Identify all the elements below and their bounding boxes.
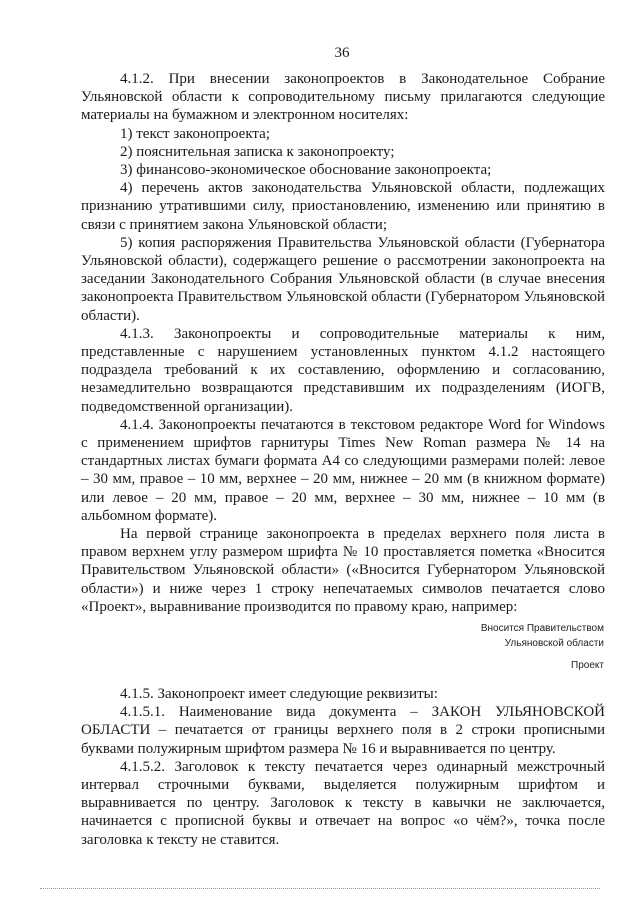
paragraph-4-1-5-1: 4.1.5.1. Наименование вида документа – ЗАКОН УЛЬЯНОВСКОЙ ОБЛАСТИ – печатается от границы верхнего поля в 2 строки прописными буквами полужирным шрифтом размера № 16 и выравнивается по центру.	[81, 704, 605, 757]
paragraph-4-1-3: 4.1.3. Законопроекты и сопроводительные материалы к ним, представленные с нарушением установленных пунктом 4.1.2 настоящего подраздела требований к их составлению, оформлению и согласованию, незамедлительно возвращаются представившим их подразделениям (ИОГВ, подведомственной организации).	[81, 325, 605, 415]
document-body-section-4-1-2	[81, 70, 605, 616]
paragraph-4-1-5-2: 4.1.5.2. Заголовок к тексту печатается через одинарный межстрочный интервал строчными буквами, выделяется полужирным шрифтом и выравнивается по центру. Заголовок к тексту в кавычки не заключается, начинается с прописной буквы и отвечает на вопрос «о чём?», точка после заголовка к тексту не ставится.	[81, 758, 605, 848]
paragraph-4-1-5: 4.1.5. Законопроект имеет следующие реквизиты:	[120, 686, 438, 702]
paragraph-4-1-4: 4.1.4. Законопроекты печатаются в текстовом редакторе Word for Windows с применением шрифтов гарнитуры Times New Roman размера № 14 на стандартных листах бумаги формата А4 со следующими размерами полей: левое – 30 мм, правое – 10 мм, верхнее – 20 мм, нижнее – 20 мм (в книжном формате) или левое – 20 мм, правое – 20 мм, верхнее – 30 мм, нижнее – 10 мм (в альбомном формате).	[81, 416, 605, 524]
list-item-4: 4) перечень актов законодательства Ульяновской области, подлежащих признанию утратившими силу, приостановлению, изменению или принятию в связи с принятием закона Ульяновской области;	[81, 180, 605, 233]
document-body-section-4-1-5	[81, 685, 605, 849]
example-marking-line-2: Ульяновской области	[504, 638, 604, 649]
list-item-1: 1) текст законопроекта;	[120, 125, 270, 142]
example-project-label: Проект	[571, 660, 604, 671]
list-item-2: 2) пояснительная записка к законопроекту;	[120, 143, 395, 160]
paragraph-4-1-2: 4.1.2. При внесении законопроектов в Законодательное Собрание Ульяновской области к сопроводительному письму прилагаются следующие материалы на бумажном и электронном носителях:	[81, 71, 605, 124]
list-item-3: 3) финансово-экономическое обоснование законопроекта;	[120, 162, 492, 179]
scan-edge-artifact	[40, 888, 600, 891]
page-number: 36	[334, 45, 350, 61]
list-item-5: 5) копия распоряжения Правительства Ульяновской области (Губернатора Ульяновской области), содержащего решение о рассмотрении законопроекта на заседании Законодательного Собрания Ульяновской области (в случае внесения законопроекта Правительством Ульяновской области (Губернатором Ульяновской области).	[81, 234, 605, 324]
example-marking-line-1: Вносится Правительством	[480, 623, 604, 634]
paragraph-first-page-marking: На первой странице законопроекта в пределах верхнего поля листа в правом верхнем углу размером шрифта № 10 проставляется пометка «Вносится Правительством Ульяновской области» («Вносится Губернатором Ульяновской области») и ниже через 1 строку непечатаемых символов печатается слово «Проект», выравнивание производится по правому краю, например:	[81, 526, 605, 615]
